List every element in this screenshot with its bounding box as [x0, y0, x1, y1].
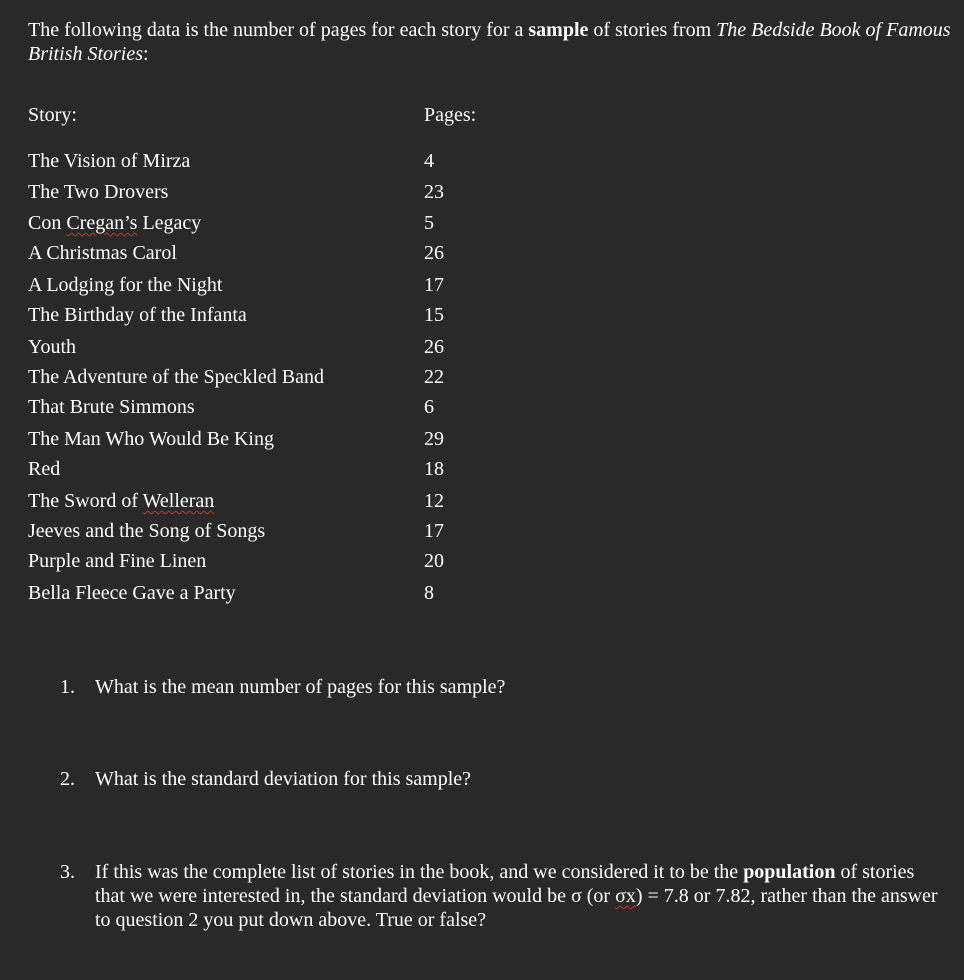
story-pages: 20 [424, 550, 444, 572]
story-title: The Birthday of the Infanta [28, 304, 247, 326]
table-row [0, 457, 964, 481]
story-title: The Two Drovers [28, 181, 169, 203]
story-title: A Lodging for the Night [28, 274, 223, 296]
story-title: Jeeves and the Song of Songs [28, 520, 266, 542]
story-pages: 4 [424, 150, 434, 172]
table-row [0, 149, 964, 173]
story-title: Red [28, 458, 61, 480]
table-row [0, 273, 964, 297]
table-row [0, 549, 964, 573]
intro-text: The following data is the number of pages for each story for a [28, 19, 529, 41]
story-pages: 23 [424, 181, 444, 203]
spellcheck-word: Cregan’s [66, 212, 138, 234]
question-number: 2. [60, 768, 75, 790]
story-pages: 6 [424, 396, 434, 418]
table-row [0, 395, 964, 419]
story-pages: 26 [424, 242, 444, 264]
story-title: The Sword of Welleran [28, 490, 215, 512]
story-title: The Vision of Mirza [28, 150, 191, 172]
table-row [0, 427, 964, 451]
story-pages: 8 [424, 582, 434, 604]
intro-bold-sample: sample [528, 19, 589, 41]
header-story: Story: [28, 104, 77, 126]
story-pages: 18 [424, 458, 444, 480]
story-pages: 22 [424, 366, 444, 388]
story-title: Con Cregan’s Legacy [28, 212, 202, 234]
story-title: Purple and Fine Linen [28, 550, 207, 572]
story-pages: 17 [424, 520, 444, 542]
story-pages: 17 [424, 274, 444, 296]
question-text: What is the standard deviation for this sample? [95, 768, 472, 790]
table-row [0, 519, 964, 543]
table-row [0, 180, 964, 204]
header-pages: Pages: [424, 104, 477, 126]
story-title: The Adventure of the Speckled Band [28, 366, 325, 388]
story-title: Bella Fleece Gave a Party [28, 582, 236, 604]
question-text: If this was the complete list of stories in the book, and we considered it to be the population of stories that we were interested in, the standard deviation would be σ (or σx) = 7.8 or 7.82, rather than the answer to question 2 you put down above. True or false? [95, 861, 938, 931]
story-title: That Brute Simmons [28, 396, 195, 418]
intro-colon: : [143, 43, 149, 65]
population-bold: population [743, 861, 836, 883]
story-title: Youth [28, 336, 76, 358]
question-number: 1. [60, 676, 75, 698]
intro-text-2: of stories from [588, 19, 717, 41]
table-row [0, 581, 964, 605]
question-number: 3. [60, 861, 75, 883]
sigma-x-symbol: σx [615, 885, 636, 907]
table-row [0, 303, 964, 327]
table-row [0, 241, 964, 265]
table-row [0, 365, 964, 389]
table-row [0, 335, 964, 359]
intro-paragraph [28, 18, 953, 66]
story-pages: 5 [424, 212, 434, 234]
story-pages: 26 [424, 336, 444, 358]
story-pages: 12 [424, 490, 444, 512]
table-row [0, 211, 964, 235]
table-row [0, 489, 964, 513]
spellcheck-word: Welleran [142, 490, 215, 512]
story-pages: 15 [424, 304, 444, 326]
question-text: What is the mean number of pages for this sample? [95, 676, 506, 698]
story-pages: 29 [424, 428, 444, 450]
story-title: The Man Who Would Be King [28, 428, 274, 450]
story-title: A Christmas Carol [28, 242, 177, 264]
book-title: The Bedside Book of Famous British Stories [28, 19, 951, 65]
